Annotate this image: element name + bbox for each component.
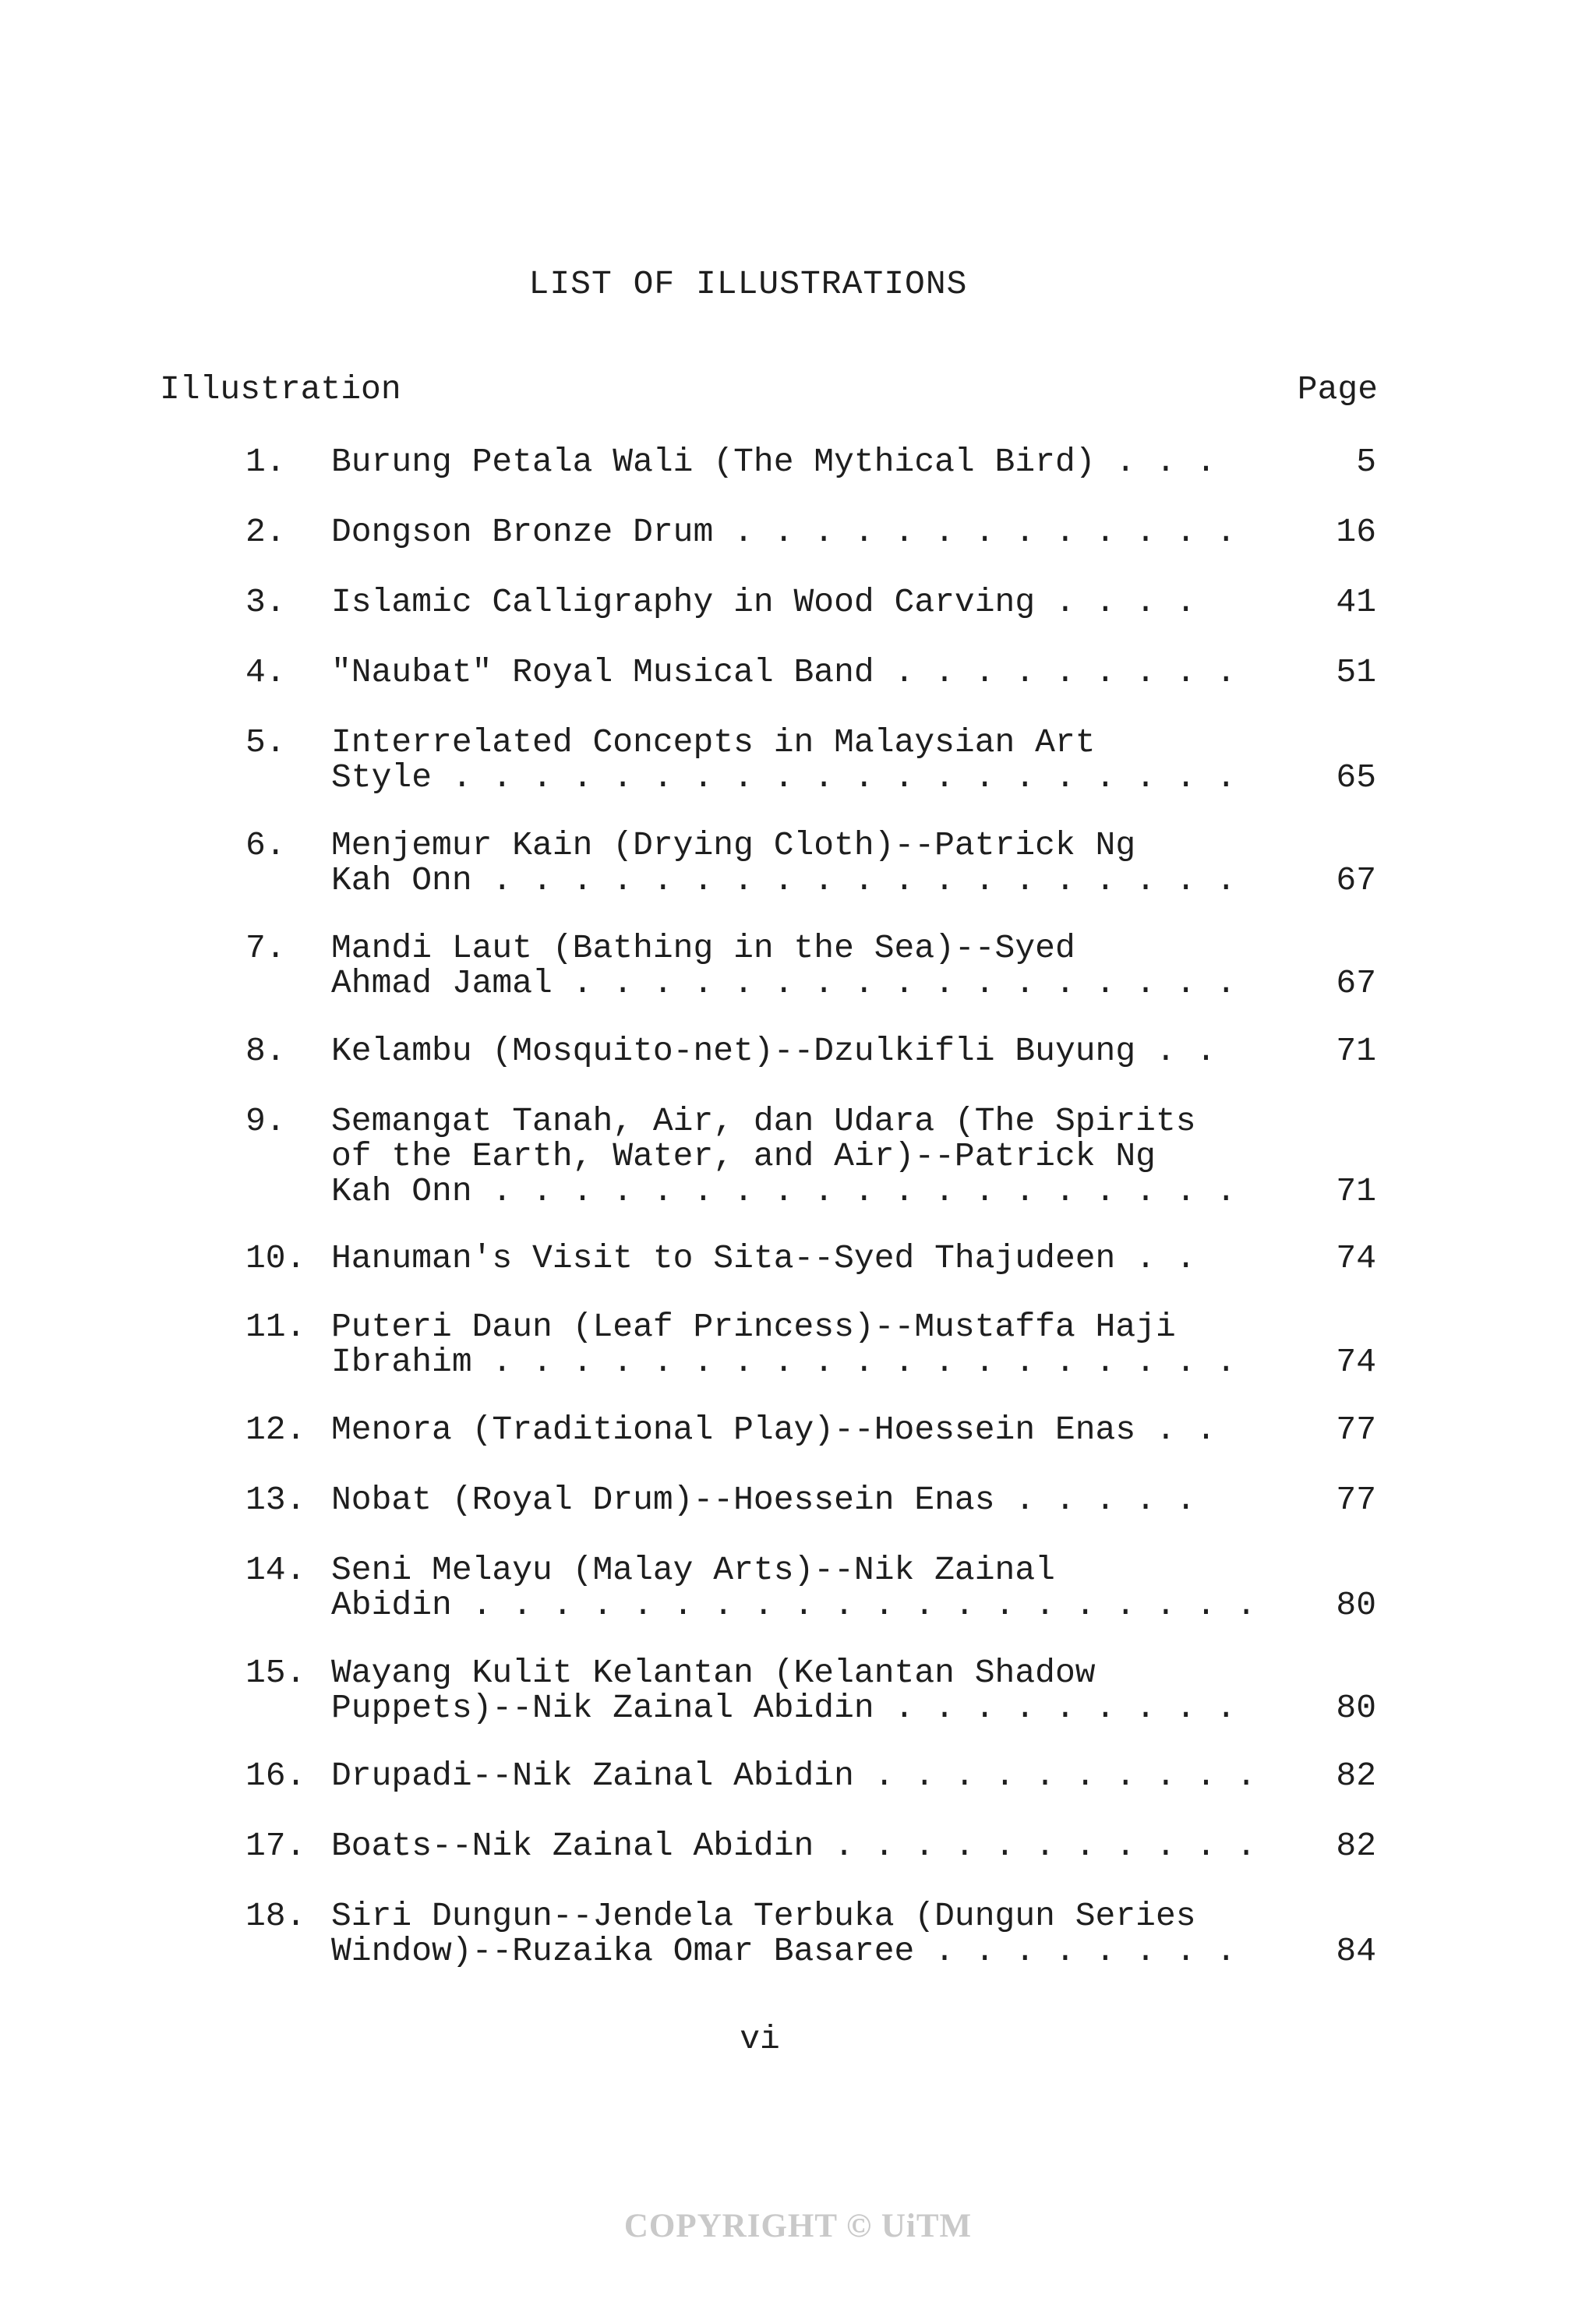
entry-title-line: Ahmad Jamal . . . . . . . . . . . . . . . . . (331, 964, 1237, 1002)
entry-page-number: 82 (1336, 1827, 1376, 1865)
entry-title (331, 1241, 1298, 1276)
entry-title-line: Drupadi--Nik Zainal Abidin . . . . . . . . . . (331, 1757, 1256, 1795)
entry-title-line: Kelambu (Mosquito-net)--Dzulkifli Buyung . . (331, 1032, 1216, 1070)
entry-title-line: Kah Onn . . . . . . . . . . . . . . . . . . . (331, 861, 1237, 899)
entry-page-number: 71 (1336, 1172, 1376, 1210)
entry-title-line: Mandi Laut (Bathing in the Sea)--Syed (331, 929, 1075, 967)
entry-title-line: Nobat (Royal Drum)--Hoessein Enas . . . . . (331, 1481, 1196, 1519)
entry-title-line: Window)--Ruzaika Omar Basaree . . . . . . . . (331, 1932, 1237, 1970)
entry-title (331, 1552, 1298, 1623)
entry-number: 6. (245, 826, 286, 864)
entry-number: 9. (245, 1102, 286, 1140)
entry-title-line: Abidin . . . . . . . . . . . . . . . . . . . . (331, 1586, 1256, 1624)
entry-page-number: 80 (1336, 1689, 1376, 1727)
entry-title-line: Boats--Nik Zainal Abidin . . . . . . . . . . . (331, 1827, 1256, 1865)
column-header-illustration: Illustration (160, 370, 401, 408)
entry-number: 10. (245, 1239, 306, 1277)
entry-title (331, 584, 1298, 620)
entry-title (331, 1898, 1298, 1969)
entry-title-line: Wayang Kulit Kelantan (Kelantan Shadow (331, 1654, 1096, 1692)
entry-title (331, 1655, 1298, 1725)
page-title: LIST OF ILLUSTRATIONS (528, 265, 968, 303)
entry-title (331, 1309, 1298, 1379)
entry-title (331, 1758, 1298, 1793)
entry-title (331, 655, 1298, 690)
entry-title-line: Siri Dungun--Jendela Terbuka (Dungun Series (331, 1897, 1196, 1935)
entry-title (331, 1033, 1298, 1068)
entry-page-number: 80 (1336, 1586, 1376, 1624)
entry-page-number: 67 (1336, 964, 1376, 1002)
entry-number: 13. (245, 1481, 306, 1519)
entry-title-line: Menora (Traditional Play)--Hoessein Enas . . (331, 1411, 1216, 1449)
entry-number: 1. (245, 443, 286, 481)
entry-page-number: 71 (1336, 1032, 1376, 1070)
entry-title-line: Dongson Bronze Drum . . . . . . . . . . . . . (331, 513, 1237, 551)
entry-number: 4. (245, 653, 286, 691)
entry-title-line: Puteri Daun (Leaf Princess)--Mustaffa Haji (331, 1308, 1176, 1346)
entry-title-line: Interrelated Concepts in Malaysian Art (331, 723, 1096, 761)
entry-title (331, 828, 1298, 898)
entry-title-line: Menjemur Kain (Drying Cloth)--Patrick Ng (331, 826, 1136, 864)
entry-title (331, 725, 1298, 795)
entry-page-number: 41 (1336, 583, 1376, 621)
entry-title-line: Hanuman's Visit to Sita--Syed Thajudeen . . (331, 1239, 1196, 1277)
entry-number: 17. (245, 1827, 306, 1865)
entry-page-number: 84 (1336, 1932, 1376, 1970)
entry-page-number: 82 (1336, 1757, 1376, 1795)
entry-page-number: 77 (1336, 1411, 1376, 1449)
column-header-page: Page (1297, 370, 1378, 408)
entry-title (331, 1104, 1298, 1209)
entry-number: 8. (245, 1032, 286, 1070)
entry-title-line: "Naubat" Royal Musical Band . . . . . . . . . (331, 653, 1237, 691)
entry-title (331, 930, 1298, 1001)
entry-title-line: Burung Petala Wali (The Mythical Bird) . . . (331, 443, 1216, 481)
entry-title-line: of the Earth, Water, and Air)--Patrick Ng (331, 1137, 1156, 1175)
entry-page-number: 5 (1356, 443, 1376, 481)
entry-page-number: 77 (1336, 1481, 1376, 1519)
entry-title (331, 1828, 1298, 1863)
entry-page-number: 67 (1336, 861, 1376, 899)
entry-number: 3. (245, 583, 286, 621)
page-number: vi (740, 2020, 780, 2058)
entry-title (331, 514, 1298, 549)
entry-title-line: Ibrahim . . . . . . . . . . . . . . . . . . . (331, 1343, 1237, 1381)
entry-title (331, 1412, 1298, 1447)
entry-number: 2. (245, 513, 286, 551)
entry-number: 14. (245, 1551, 306, 1589)
entry-title-line: Semangat Tanah, Air, dan Udara (The Spirits (331, 1102, 1196, 1140)
entry-number: 5. (245, 723, 286, 761)
entry-page-number: 16 (1336, 513, 1376, 551)
entry-title (331, 444, 1298, 479)
entry-number: 12. (245, 1411, 306, 1449)
entry-number: 11. (245, 1308, 306, 1346)
entry-number: 15. (245, 1654, 306, 1692)
entry-number: 16. (245, 1757, 306, 1795)
entry-page-number: 65 (1336, 758, 1376, 796)
entry-title-line: Kah Onn . . . . . . . . . . . . . . . . . . . (331, 1172, 1237, 1210)
entry-title-line: Seni Melayu (Malay Arts)--Nik Zainal (331, 1551, 1055, 1589)
entry-title-line: Puppets)--Nik Zainal Abidin . . . . . . . . . (331, 1689, 1237, 1727)
entry-number: 7. (245, 929, 286, 967)
entry-title-line: Islamic Calligraphy in Wood Carving . . . . (331, 583, 1196, 621)
entry-page-number: 74 (1336, 1343, 1376, 1381)
entry-number: 18. (245, 1897, 306, 1935)
entry-title (331, 1482, 1298, 1517)
entry-title-line: Style . . . . . . . . . . . . . . . . . . . . (331, 758, 1237, 796)
copyright-watermark: COPYRIGHT © UiTM (623, 2208, 973, 2244)
entry-page-number: 51 (1336, 653, 1376, 691)
entry-page-number: 74 (1336, 1239, 1376, 1277)
